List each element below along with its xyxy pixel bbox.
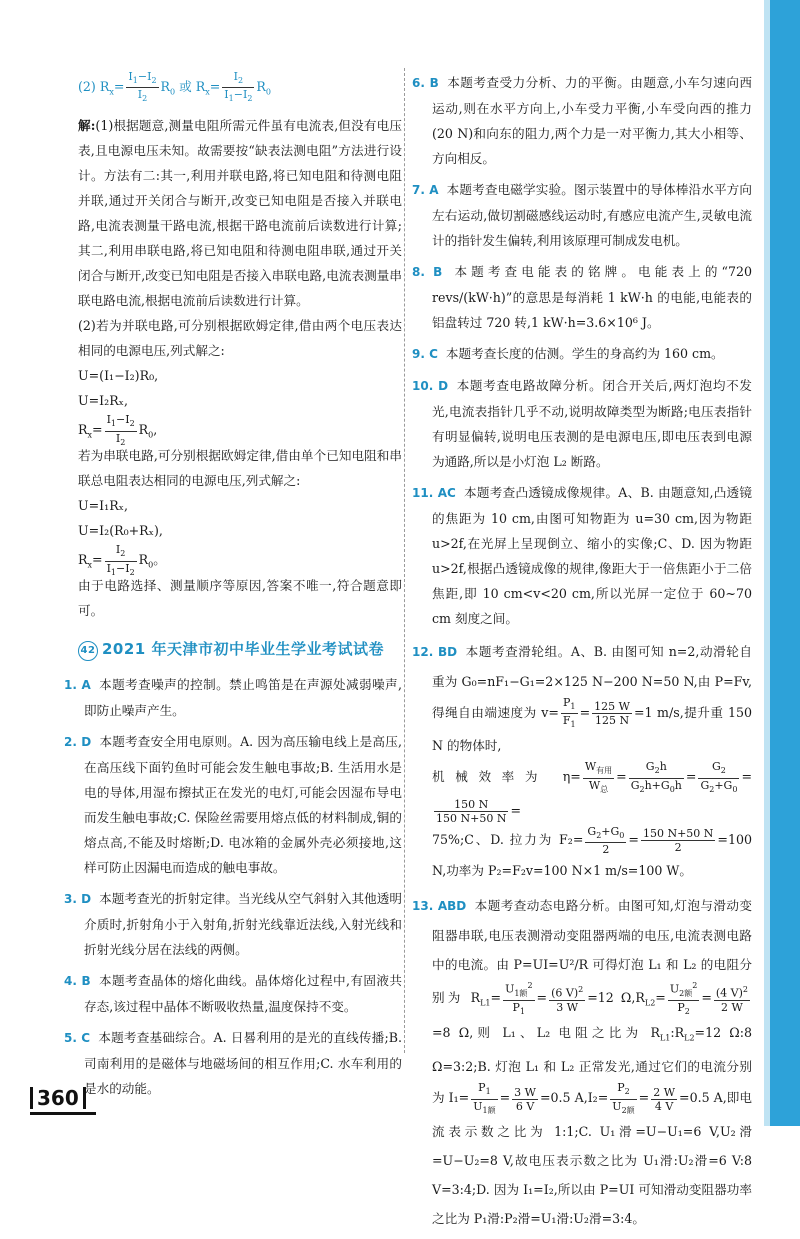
page-number-underline — [30, 1112, 96, 1115]
left-answer-list — [64, 672, 402, 1101]
page-number: 360 — [30, 1087, 86, 1109]
right-column — [412, 70, 752, 1239]
solution-para-2: (2)若为并联电路,可分别根据欧姆定律,借由两个电压表达相同的电源电压,列式解之: — [78, 318, 402, 359]
answer-item: 4. B 本题考查晶体的熔化曲线。晶体熔化过程中,有固液共存态,该过程中晶体不断吸收热量,温度保持不变。 — [64, 973, 402, 1015]
answer-item: 10. D 本题考查电路故障分析。闭合开关后,两灯泡均不发光,电流表指针几乎不动,说明故障类型为断路;电压表指针有明显偏转,说明电压表测的是电源电压,即电压表到电源为通路,所以是小灯泡 L₂ 断路。 — [412, 378, 752, 469]
answer-item: 6. B 本题考查受力分析、力的平衡。由题意,小车匀速向西运动,则在水平方向上,小车受力平衡,小车受向西的推力(20 N)和向东的阻力,两个力是一对平衡力,其大小相等、方向相反。 — [412, 75, 752, 166]
answer-item: 2. D 本题考查安全用电原则。A. 因为高压输电线上是高压,在高压线下面钓鱼时可能会发生触电事故;B. 生活用水是电的导体,用湿布擦拭正在发光的电灯,可能会因湿布导电而发生触电事故;C. 保险丝需要用熔点低的材料制成,铜的熔点高,不能及时熔断;D. 电冰箱的金属外壳必须接地,这样可防止因漏电而造成的触电事故。 — [64, 734, 403, 876]
answer-item: 11. AC 本题考查凸透镜成像规律。A、B. 由题意知,凸透镜的焦距为 10 cm,由图可知物距为 u=30 cm,因为物距 u>2f,在光屏上呈现倒立、缩小的实像;C、D. 因为物距 u>2f,根据凸透镜成像的规律,像距大于一倍焦距小于二倍焦距,即 10 cm<v<20 cm,所以光屏一定位于 60~70 cm 刻度之间。 — [412, 485, 753, 626]
answer-item: 3. D 本题考查光的折射定律。当光线从空气斜射入其他透明介质时,折射角小于入射角,折射光线靠近法线,入射光线和折射光线分居在法线的两侧。 — [64, 891, 403, 958]
answer-item-13: 13. ABD 本题考查动态电路分析。由图可知,灯泡与滑动变阻器串联,电压表测滑动变阻器两端的电压,电流表测电路中的电流。由 P=UI=U²/R 可得灯泡 L₁ 和 L₂ 的电阻分别为 $R_{L1}=$ $\frac{U_{1额}^2}{P_1}$ = $\frac{(6 V)^2}{3 W}$ =12 $\Omega,R_{L2}=$ $\frac{U_{2额}^2}{P_2}$ = $\frac{(4 V)^2}{2 W}$ =8 Ω,则 L₁、L₂ 电阻之比为 $R_{L1}:R_{L2}=12$ Ω:8 Ω=3:2;B. 灯泡 L₁ 和 L₂ 正常发光,通过它们的电流分别为 I₁= $\frac{P_1}{U_{1额}}$ = $\frac{3 W}{6 V}$ =0.5 A,I₂= $\frac{P_2}{U_{2额}}$ = $\frac{2 W}{4 V}$ =0.5 A,即电流表示数之比为 1:1;C. U₁滑=U−U₁=6 V,U₂滑=U−U₂=8 V,故电压表示数之比为 U₁滑:U₂滑=6 V:8 V=3:4;D. 因为 I₁=I₂,所以由 P=UI 可知滑动变阻器功率之比为 P₁滑:P₂滑=U₁滑:U₂滑=3:4。 — [412, 897, 753, 1226]
left-column — [64, 70, 402, 1107]
equation-2: U=I₂Rₓ, — [78, 393, 129, 409]
equation-3: U=I₁Rₓ, — [78, 498, 129, 514]
page-edge-bar — [770, 0, 800, 1126]
answer-item: 5. C 本题考查基础综合。A. 日晷利用的是光的直线传播;B. 司南利用的是磁体与地磁场间的相互作用;C. 水车利用的是水的动能。 — [64, 1030, 402, 1097]
solution-para-1: 解:(1)根据题意,测量电阻所需元件虽有电流表,但没有电压表,且电源电压未知。故需要按“缺表法测电阻”方法进行设计。方法有二:其一,利用并联电路,将已知电阻和待测电阻并联,通过开关闭合与断开,改变已知电阻是否接入并联电路,电流表测量干路电流,根据干路电流前后读数进行计算;其二,利用串联电路,将已知电阻和待测电阻串联,通过开关闭合与断开,改变已知电阻是否接入串联电路,电流表测量串联电路电流,根据电流前后读数进行计算。 — [78, 118, 402, 309]
answer-item: 7. A 本题考查电磁学实验。图示装置中的导体棒沿水平方向左右运动,做切割磁感线运动时,有感应电流产生,灵敏电流计的指针发生偏转,利用该原理可制成发电机。 — [412, 182, 753, 248]
exam-section-title: 42 2021 年天津市初中毕业生学业考试试卷 — [78, 637, 402, 662]
solution-para-3: 若为串联电路,可分别根据欧姆定律,借由单个已知电阻和串联总电阻表达相同的电源电压,列式解之: — [78, 448, 402, 489]
answer-item: 8. B 本题考查电能表的铭牌。电能表上的“720 revs/(kW·h)”的意思是每消耗 1 kW·h 的电能,电能表的铝盘转过 720 转,1 kW·h=3.6×10⁶ J。 — [412, 264, 753, 330]
answer-formula-line: (2) $R_x=$ $\frac{I_1-I_2}{I_2}$ $R_0$ 或 $R_x=$ $\frac{I_2}{I_1-I_2}$ $R_0$ — [78, 70, 271, 104]
equation-1: U=(I₁−I₂)R₀, — [78, 368, 159, 384]
equation-rx-series: $R_x=$ $\frac{I_2}{I_1-I_2}$ $R_0$。 — [78, 543, 166, 577]
equation-4: U=I₂(R₀+Rₓ), — [78, 523, 163, 539]
equation-rx-parallel: $R_x=$ $\frac{I_1-I_2}{I_2}$ $R_0$, — [78, 413, 158, 447]
answer-item: 1. A 本题考查噪声的控制。禁止鸣笛是在声源处减弱噪声,即防止噪声产生。 — [64, 677, 402, 719]
solution-para-4: 由于电路选择、测量顺序等原因,答案不唯一,符合题意即可。 — [78, 578, 402, 619]
section-number-badge: 42 — [78, 641, 98, 661]
answer-item-12: 12. BD 本题考查滑轮组。A、B. 由图可知 n=2,动滑轮自重为 G₀=nF₁−G₁=2×125 N−200 N=50 N,由 P=Fv,得绳自由端速度为 v= $\frac{P_1}{F_1}$ = $\frac{125 W}{125 N}$ =1 m/s,提升重 150 N 的物体时, 机械效率为 η= $\frac{W_{有用}}{W_总}$ = $\frac{G_2h}{G_2h+G_0h}$ = $\frac{G_2}{G_2+G_0}$ = $\frac{150 N}{150 N+50 N}$ = 75%;C、D. 拉力为 F₂= $\frac{G_2+G_0}{2}$ = $\frac{150 N+50 N}{2}$ =100 N,功率为 P₂=F₂v=100 N×1 m/s=100 W。 — [412, 644, 752, 878]
column-divider — [404, 68, 405, 1053]
answer-item: 9. C 本题考查长度的估测。学生的身高约为 160 cm。 — [412, 346, 724, 361]
